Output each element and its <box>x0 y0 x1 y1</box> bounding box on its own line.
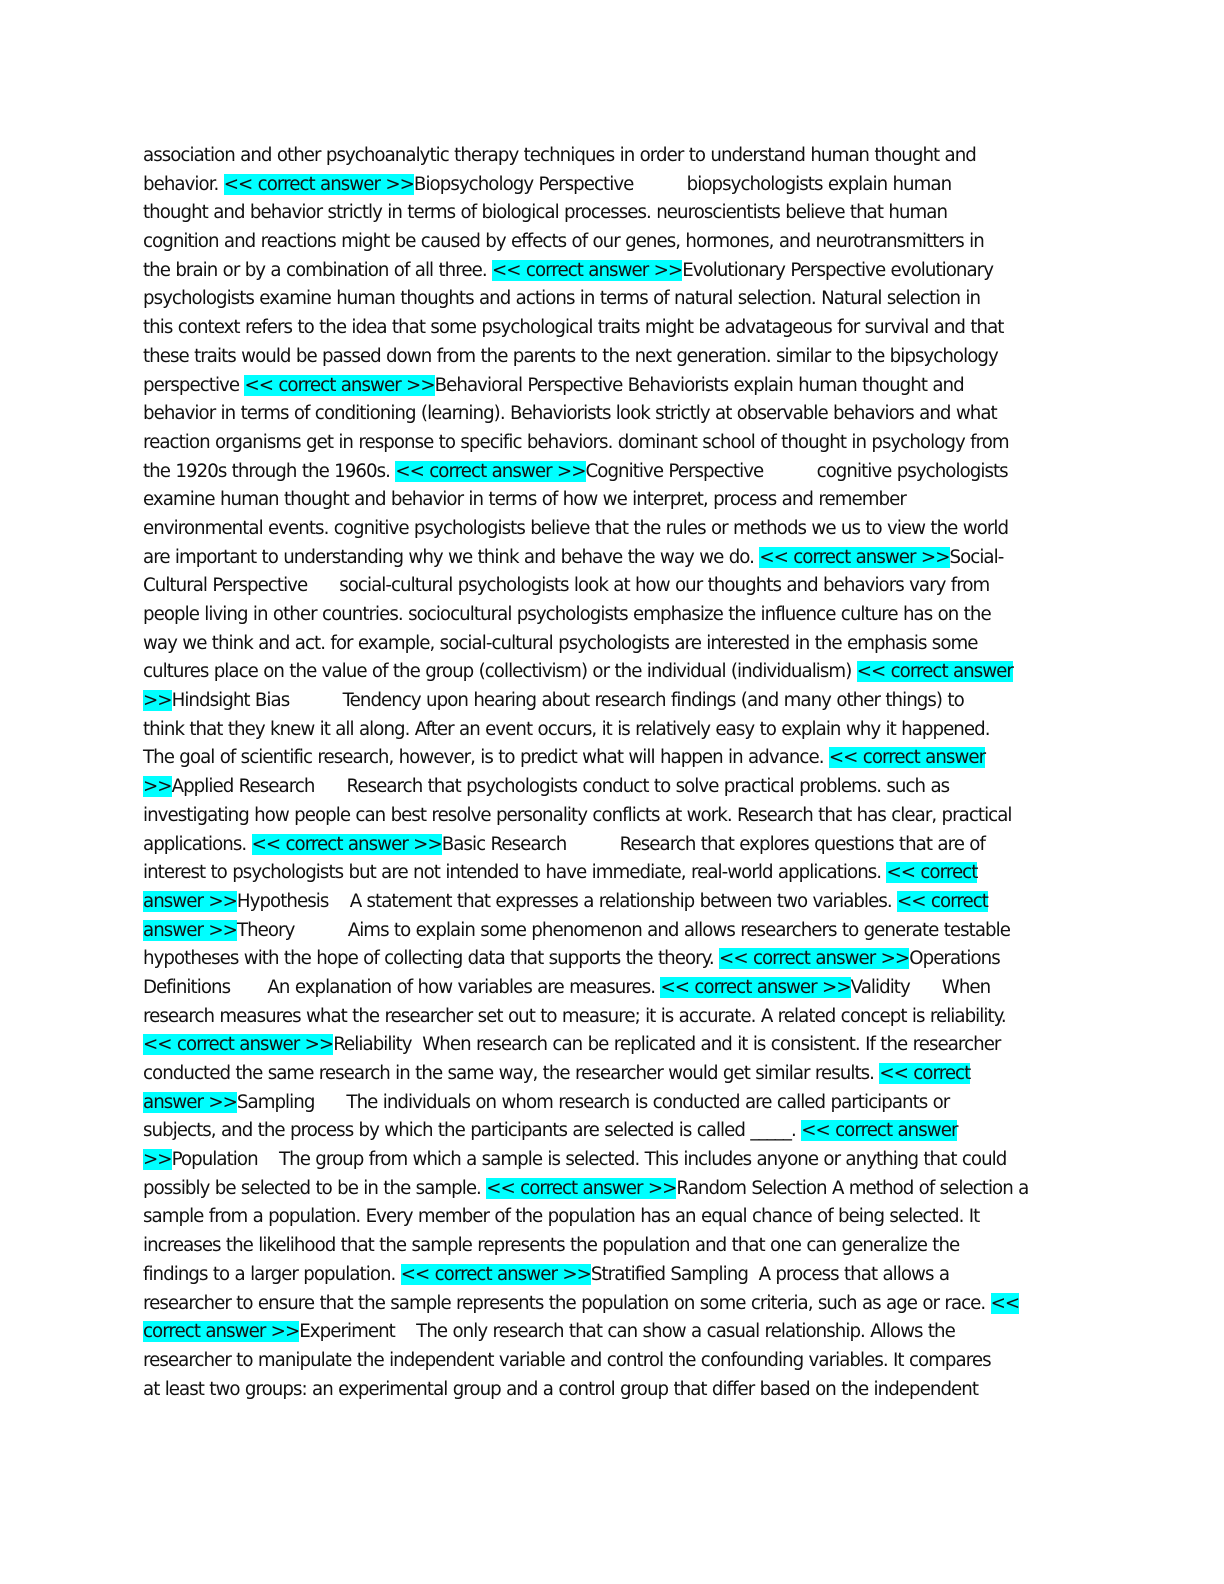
text-segment: Evolutionary Perspective evolutionary <box>682 259 994 281</box>
text-line <box>143 1347 1083 1376</box>
text-segment: are important to understanding why we think and behave the way we do. <box>143 546 760 568</box>
text-segment: Operations <box>909 948 1000 970</box>
text-segment: possibly be selected to be in the sample. <box>143 1177 487 1199</box>
text-segment: interest to psychologists but are not intended to have immediate, real-world applications. <box>143 862 887 884</box>
text-line <box>143 285 1083 314</box>
answer-highlight: << correct <box>897 890 988 912</box>
text-segment: applications. <box>143 833 252 855</box>
text-line <box>143 1318 1083 1347</box>
text-line <box>143 1117 1083 1146</box>
text-line <box>143 744 1083 773</box>
text-line <box>143 171 1083 200</box>
text-segment: behavior in terms of conditioning (learning). Behaviorists look strictly at observable behaviors and what <box>143 403 997 425</box>
text-segment: Experiment The only research that can show a casual relationship. Allows the <box>299 1321 955 1343</box>
text-line <box>143 544 1083 573</box>
text-line <box>143 630 1083 659</box>
text-segment: Cultural Perspective social-cultural psychologists look at how our thoughts and behaviors vary from <box>143 575 990 597</box>
text-line <box>143 1175 1083 1204</box>
text-segment: perspective <box>143 374 245 396</box>
text-segment: Hypothesis A statement that expresses a relationship between two variables. <box>236 890 898 912</box>
answer-highlight: << correct answer <box>828 747 986 769</box>
text-line <box>143 1203 1083 1232</box>
text-line <box>143 1003 1083 1032</box>
text-segment: cultures place on the value of the group (collectivism) or the individual (individualism) <box>143 661 857 683</box>
text-line <box>143 859 1083 888</box>
text-segment: Sampling The individuals on whom research is conducted are called participants or <box>236 1091 950 1113</box>
text-segment: behavior. <box>143 173 224 195</box>
answer-highlight: << correct answer <box>801 1120 958 1142</box>
answer-highlight: << correct answer >> <box>660 976 851 998</box>
text-line <box>143 142 1083 171</box>
text-segment: Theory Aims to explain some phenomenon and allows researchers to generate testable <box>236 919 1010 941</box>
text-segment: this context refers to the idea that some psychological traits might be advatageous for survival and that <box>143 317 1004 339</box>
text-segment: researcher to manipulate the independent variable and control the confounding variables. It compares <box>143 1349 991 1371</box>
answer-highlight: answer >> <box>143 890 237 912</box>
answer-highlight: >> <box>143 690 172 712</box>
answer-highlight: << correct answer >> <box>486 1177 677 1199</box>
text-line <box>143 687 1083 716</box>
text-segment: The goal of scientific research, however, is to predict what will happen in advance. <box>143 747 829 769</box>
text-line <box>143 1376 1083 1405</box>
answer-highlight: << correct answer >> <box>143 1034 334 1056</box>
text-segment: Reliability When research can be replicated and it is consistent. If the researcher <box>333 1034 1001 1056</box>
text-segment: cognition and reactions might be caused by effects of our genes, hormones, and neurotransmitters in <box>143 231 984 253</box>
answer-highlight: answer >> <box>143 1091 237 1113</box>
text-line <box>143 1060 1083 1089</box>
text-segment: thought and behavior strictly in terms of biological processes. neuroscientists believe that human <box>143 202 948 224</box>
text-line <box>143 917 1083 946</box>
text-segment: subjects, and the process by which the participants are selected is called _____. <box>143 1120 802 1142</box>
text-segment: findings to a larger population. <box>143 1263 401 1285</box>
text-line <box>143 888 1083 917</box>
text-segment: examine human thought and behavior in terms of how we interpret, process and remember <box>143 489 906 511</box>
text-line <box>143 1031 1083 1060</box>
answer-highlight: << correct answer >> <box>759 546 950 568</box>
text-segment: Hindsight Bias Tendency upon hearing about research findings (and many other things) to <box>171 690 964 712</box>
text-line <box>143 716 1083 745</box>
text-line <box>143 343 1083 372</box>
text-line <box>143 314 1083 343</box>
answer-highlight: << <box>990 1292 1020 1314</box>
text-segment: Population The group from which a sample is selected. This includes anyone or anything that could <box>171 1149 1007 1171</box>
text-line <box>143 1261 1083 1290</box>
text-segment: Validity When <box>850 976 991 998</box>
answer-highlight: << correct answer >> <box>223 173 414 195</box>
text-segment: hypotheses with the hope of collecting data that supports the theory. <box>143 948 720 970</box>
text-segment: the brain or by a combination of all three. <box>143 259 493 281</box>
answer-highlight: << correct answer >> <box>492 259 683 281</box>
text-line <box>143 945 1083 974</box>
text-segment: investigating how people can best resolve personality conflicts at work. Research that has clear, practical <box>143 804 1012 826</box>
text-line <box>143 773 1083 802</box>
text-line <box>143 1290 1083 1319</box>
text-segment: sample from a population. Every member of the population has an equal chance of being selected. It <box>143 1206 980 1228</box>
answer-highlight: << correct answer >> <box>400 1263 591 1285</box>
text-segment: Random Selection A method of selection a <box>676 1177 1029 1199</box>
text-segment: conducted the same research in the same way, the researcher would get similar results. <box>143 1063 880 1084</box>
text-segment: at least two groups: an experimental group and a control group that differ based on the independent <box>143 1378 979 1400</box>
text-line <box>143 658 1083 687</box>
text-segment: way we think and act. for example, social-cultural psychologists are interested in the emphasis some <box>143 632 978 654</box>
text-segment: Basic Research Research that explores questions that are of <box>441 833 985 855</box>
text-line <box>143 515 1083 544</box>
text-segment: Definitions An explanation of how variables are measures. <box>143 976 661 998</box>
text-segment: Applied Research Research that psychologists conduct to solve practical problems. such as <box>171 776 950 798</box>
body-text <box>143 142 1083 1404</box>
text-segment: research measures what the researcher set out to measure; it is accurate. A related concept is reliability. <box>143 1005 1006 1027</box>
text-segment: Stratified Sampling A process that allows a <box>590 1263 950 1285</box>
text-line <box>143 1089 1083 1118</box>
answer-highlight: answer >> <box>143 919 237 941</box>
answer-highlight: << correct answer <box>856 661 1013 683</box>
text-line <box>143 802 1083 831</box>
answer-highlight: correct answer >> <box>143 1321 300 1343</box>
text-line <box>143 400 1083 429</box>
text-segment: Biopsychology Perspective biopsychologists explain human <box>413 173 952 195</box>
text-segment: environmental events. cognitive psychologists believe that the rules or methods we us to view the world <box>143 517 1009 539</box>
text-line <box>143 458 1083 487</box>
text-line <box>143 486 1083 515</box>
text-segment: increases the likelihood that the sample represents the population and that one can generalize the <box>143 1235 960 1257</box>
text-segment: researcher to ensure that the sample represents the population on some criteria, such as age or race. <box>143 1292 991 1314</box>
text-line <box>143 974 1083 1003</box>
text-segment: association and other psychoanalytic therapy techniques in order to understand human thought and <box>143 145 976 166</box>
text-line <box>143 572 1083 601</box>
answer-highlight: >> <box>143 1149 172 1171</box>
text-segment: Social- <box>949 546 1004 568</box>
text-segment: Behavioral Perspective Behaviorists explain human thought and <box>434 374 964 396</box>
answer-highlight: << correct answer >> <box>395 460 586 482</box>
text-line <box>143 429 1083 458</box>
answer-highlight: << correct answer >> <box>244 374 435 396</box>
text-segment: people living in other countries. sociocultural psychologists emphasize the influence culture has on the <box>143 604 991 625</box>
answer-highlight: << correct answer >> <box>251 833 442 855</box>
text-line <box>143 372 1083 401</box>
text-segment: reaction organisms get in response to specific behaviors. dominant school of thought in psychology from <box>143 431 1009 453</box>
text-line <box>143 257 1083 286</box>
answer-highlight: >> <box>143 776 172 798</box>
text-segment: think that they knew it all along. After an event occurs, it is relatively easy to explain why it happened. <box>143 718 990 740</box>
text-line <box>143 601 1083 630</box>
text-line <box>143 831 1083 860</box>
text-line <box>143 1146 1083 1175</box>
answer-highlight: << correct <box>886 862 978 884</box>
text-line <box>143 199 1083 228</box>
answer-highlight: << correct <box>879 1063 971 1084</box>
text-line <box>143 228 1083 257</box>
text-segment: psychologists examine human thoughts and actions in terms of natural selection. Natural selection in <box>143 288 981 310</box>
text-segment: these traits would be passed down from the parents to the next generation. similar to the bipsychology <box>143 345 998 367</box>
answer-highlight: << correct answer >> <box>719 948 910 970</box>
text-segment: Cognitive Perspective cognitive psychologists <box>585 460 1008 482</box>
text-line <box>143 1232 1083 1261</box>
text-segment: the 1920s through the 1960s. <box>143 460 396 482</box>
